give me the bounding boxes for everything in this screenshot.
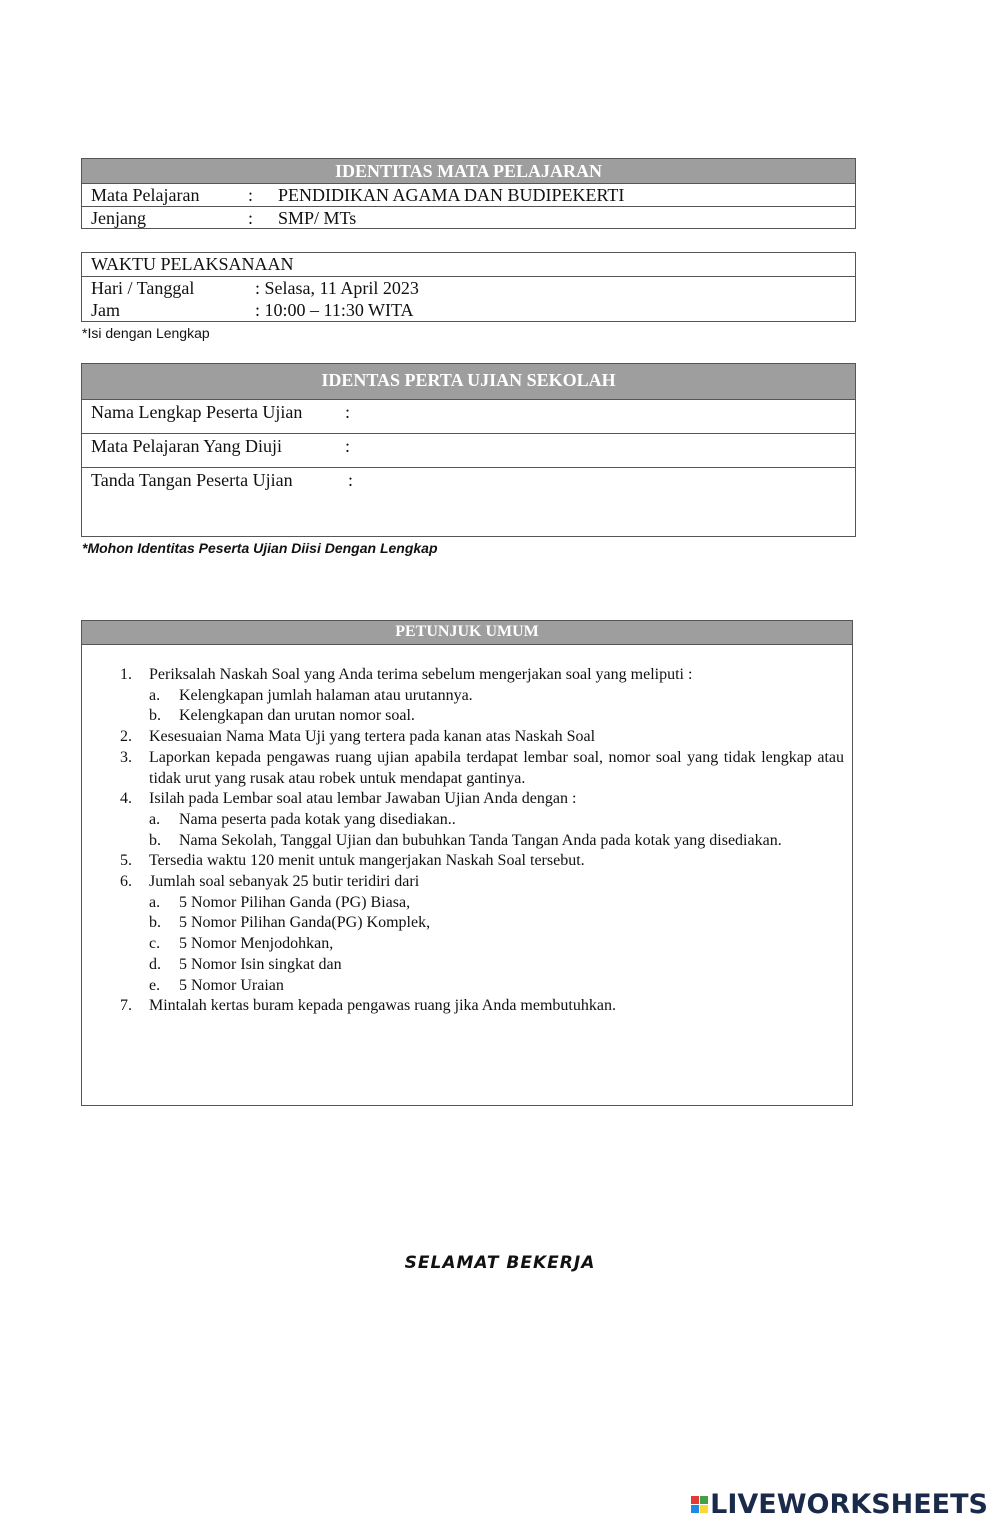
date-label: Hari / Tanggal — [91, 278, 195, 298]
instruction-subitem-letter: c. — [149, 935, 161, 953]
instruction-subitem — [82, 810, 844, 831]
participant-name-sep: : — [345, 402, 351, 422]
schedule-title: WAKTU PELAKSANAAN — [82, 253, 855, 277]
instruction-subitem-text: 5 Nomor Uraian — [179, 976, 284, 994]
brand-cube-icon — [691, 1496, 708, 1513]
instruction-subitem — [82, 831, 844, 852]
subject-label: Mata Pelajaran — [91, 185, 200, 205]
instruction-subitem-letter: e. — [149, 976, 161, 994]
instruction-subitem-letter: d. — [149, 955, 161, 973]
level-row — [82, 206, 855, 228]
instruction-subitem — [82, 706, 844, 727]
instruction-subitem — [82, 913, 844, 934]
schedule-note: *Isi dengan Lengkap — [82, 325, 210, 341]
instructions-box — [81, 620, 853, 1106]
instruction-text: Mintalah kertas buram kepada pengawas ruang jika Anda membutuhkan. — [149, 997, 616, 1015]
brand-text: LIVEWORKSHEETS — [710, 1488, 988, 1520]
participant-name-label: Nama Lengkap Peserta Ujian — [91, 402, 303, 422]
instructions-list — [82, 665, 844, 1017]
instruction-number: 3. — [120, 748, 132, 766]
participant-identity-table — [81, 363, 856, 537]
instruction-text: Kesesuaian Nama Mata Uji yang tertera pada kanan atas Naskah Soal — [149, 728, 596, 746]
instruction-subitem-text: 5 Nomor Menjodohkan, — [179, 935, 334, 953]
instruction-number: 1. — [120, 666, 132, 683]
instruction-subitem-letter: b. — [149, 707, 161, 725]
instruction-item — [82, 727, 844, 748]
subject-value: PENDIDIKAN AGAMA DAN BUDIPEKERTI — [278, 185, 625, 205]
instruction-item — [82, 789, 844, 810]
participant-subject-row[interactable] — [82, 434, 855, 468]
instruction-subitem — [82, 934, 844, 955]
instruction-item — [82, 665, 844, 686]
participant-signature-label: Tanda Tangan Peserta Ujian — [91, 470, 293, 490]
instruction-item — [82, 748, 844, 789]
instruction-text: Laporkan kepada pengawas ruang ujian apabila terdapat lembar soal, nomor soal yang tidak lengkap atau tidak urut yang rusak atau robek untuk mendapat gantinya. — [149, 748, 844, 787]
instruction-subitem-text: 5 Nomor Pilihan Ganda (PG) Biasa, — [179, 893, 411, 911]
instruction-text: Jumlah soal sebanyak 25 butir teridiri dari — [149, 873, 420, 891]
instruction-subitem-text: 5 Nomor Isin singkat dan — [179, 955, 342, 973]
instruction-item — [82, 996, 844, 1017]
participant-subject-sep: : — [345, 436, 351, 456]
instruction-text: Periksalah Naskah Soal yang Anda terima sebelum mengerjakan soal yang meliputi : — [149, 666, 693, 683]
instruction-subitem-letter: a. — [149, 810, 161, 828]
instruction-subitem-letter: a. — [149, 686, 161, 704]
level-sep: : — [248, 208, 254, 228]
instruction-subitem-letter: b. — [149, 914, 161, 932]
time-row — [82, 299, 855, 321]
level-value: SMP/ MTs — [278, 208, 357, 228]
instruction-text: Isilah pada Lembar soal atau lembar Jawaban Ujian Anda dengan : — [149, 790, 577, 808]
participant-note: *Mohon Identitas Peserta Ujian Diisi Dengan Lengkap — [82, 540, 438, 556]
instruction-subitem-letter: b. — [149, 831, 161, 849]
participant-subject-label: Mata Pelajaran Yang Diuji — [91, 436, 282, 456]
date-row — [82, 277, 855, 299]
instruction-text: Tersedia waktu 120 menit untuk mangerjakan Naskah Soal tersebut. — [149, 852, 585, 870]
participant-signature-sep: : — [348, 470, 354, 490]
instruction-subitem-text: Nama Sekolah, Tanggal Ujian dan bubuhkan Tanda Tangan Anda pada kotak yang disediakan. — [179, 831, 782, 849]
instruction-number: 2. — [120, 728, 132, 746]
instruction-number: 7. — [120, 997, 132, 1015]
level-label: Jenjang — [91, 208, 146, 228]
instruction-subitem — [82, 976, 844, 997]
instruction-subitem-text: Nama peserta pada kotak yang disediakan.. — [179, 810, 456, 828]
subject-row — [82, 184, 855, 206]
instruction-number: 4. — [120, 790, 132, 808]
time-value: : 10:00 – 11:30 WITA — [255, 300, 414, 320]
instruction-number: 5. — [120, 852, 132, 870]
instruction-subitem-text: 5 Nomor Pilihan Ganda(PG) Komplek, — [179, 914, 431, 932]
closing-text: SELAMAT BEKERJA — [404, 1253, 596, 1273]
instruction-subitem — [82, 686, 844, 707]
instruction-item — [82, 872, 844, 893]
participant-signature-row[interactable] — [82, 468, 855, 536]
instruction-subitem-text: Kelengkapan jumlah halaman atau urutannya. — [179, 686, 473, 704]
liveworksheets-logo — [691, 1487, 988, 1521]
subject-identity-table — [81, 158, 856, 229]
participant-header: IDENTAS PERTA UJIAN SEKOLAH — [82, 364, 855, 400]
subject-sep: : — [248, 185, 254, 205]
instruction-subitem-letter: a. — [149, 893, 161, 911]
instruction-subitem — [82, 955, 844, 976]
instruction-number: 6. — [120, 873, 132, 891]
time-label: Jam — [91, 300, 120, 320]
instruction-subitem — [82, 893, 844, 914]
instruction-item — [82, 851, 844, 872]
participant-name-row[interactable] — [82, 400, 855, 434]
instruction-subitem-text: Kelengkapan dan urutan nomor soal. — [179, 707, 415, 725]
date-value: : Selasa, 11 April 2023 — [255, 278, 419, 298]
instructions-header: PETUNJUK UMUM — [82, 621, 852, 645]
schedule-table — [81, 252, 856, 322]
subject-identity-header: IDENTITAS MATA PELAJARAN — [82, 159, 855, 184]
